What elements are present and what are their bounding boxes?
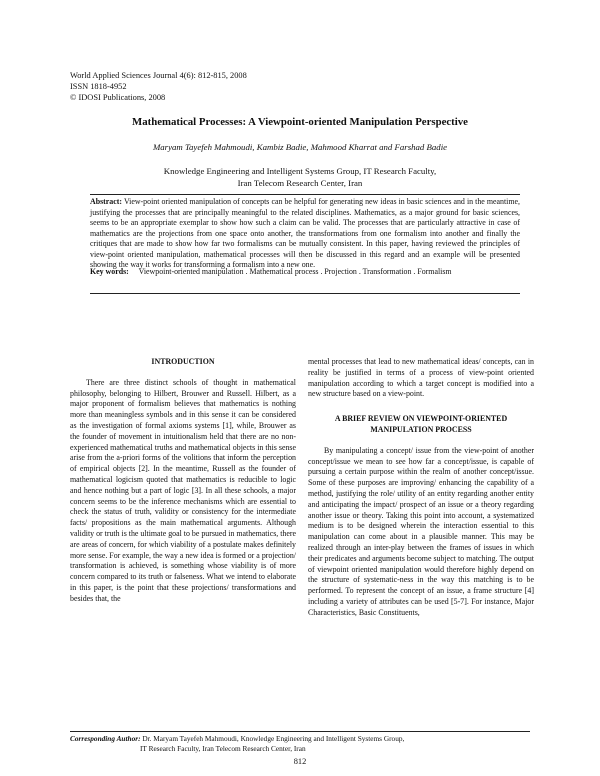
- footer-rule: [70, 731, 530, 732]
- introduction-heading: INTRODUCTION: [151, 357, 215, 366]
- journal-copyright: © IDOSI Publications, 2008: [70, 93, 166, 102]
- left-column: [70, 357, 296, 605]
- affiliation: [0, 165, 600, 189]
- journal-citation: World Applied Sciences Journal 4(6): 812-815, 2008: [70, 71, 247, 80]
- corresponding-author-line-1: Dr. Maryam Tayefeh Mahmoudi, Knowledge Engineering and Intelligent Systems Group,: [142, 734, 405, 743]
- keywords-bottom-rule: [90, 293, 520, 294]
- page-number: 812: [293, 757, 307, 766]
- abstract: [90, 197, 520, 271]
- keywords: [90, 267, 520, 278]
- introduction-continuation: mental processes that lead to new mathematical ideas/ concepts, can in reality be justified in terms of a process of view-point oriented manipulation according to which a target concept is modified into a new structure based on a view-point.: [308, 357, 534, 399]
- journal-info: [70, 70, 247, 103]
- abstract-label: Abstract:: [90, 197, 122, 206]
- introduction-paragraph: There are three distinct schools of thought in mathematical philosophy, belonging to Hilbert, Brouwer and Russell. Hilbert, as a major proponent of formalism believes that mathematics is nothing more than meaningless symbols and in this sense it can be considered as the investigation of formal axioms systems [1], while, Brouwer as the founder of movement in intuitionalism held that there are no non-experienced mathematical truths and mathematical objects in this sense arise from the a-priori forms of the volitions that inform the perception of empirical objects [2]. In the meantime, Russell as the founder of mathematical logicism quoted that mathematics is reducible to logic and hence nothing but a part of logic [3]. In all these schools, a major concern seems to be the inference mechanisms which are essential to check the status of truth, validity or consistency for the intermediate facts/ propositions as the main mathematical arguments. Although validity or truth is the ultimate goal to be pursued in mathematics, there are areas of concern, for which viability of a postulate makes definitely more sense. For example, the way a new idea is formed or a projection/ transformation is achieved, is something whose viability is of more concern compared to its truth or falseness. What we intend to elaborate in this paper, is the point that these projections/ transformations and besides that, the: [70, 377, 296, 603]
- paper-authors: Maryam Tayefeh Mahmoudi, Kambiz Badie, Mahmood Kharrat and Farshad Badie: [152, 142, 448, 152]
- corresponding-author: [70, 734, 530, 753]
- abstract-top-rule: [90, 194, 520, 195]
- review-heading-line-1: A BRIEF REVIEW ON VIEWPOINT-ORIENTED: [334, 414, 508, 424]
- paper-title: Mathematical Processes: A Viewpoint-oriented Manipulation Perspective: [132, 116, 468, 128]
- keywords-label: Key words:: [90, 267, 129, 276]
- review-paragraph: By manipulating a concept/ issue from the view-point of another concept/issue we mean to see how far a concept/issue, is capable of pursuing a certain purpose within the realm of another concept/issue. Some of these purposes are improving/ enhancing the capability of a method, justifying the role/ utility of an entity regarding another entity and anticipating the impact/ prospect of an issue or a theory regarding another issue or theory. Taking this point into account, a systematized medium is to be designed wherein the interaction essential to this manipulation can come about in a plausible manner. This may be realized through an inter-play between the frames of issues in which their predicates and arguments become subject to matching. The output of viewpoint oriented manipulation would therefore highly depend on the structure of systematic-ness in the way this matching is to be performed. To represent the concept of an issue, a frame structure [4] including a variety of attributes can be used [5-7]. For instance, Major Characteristics, Basic Constituents,: [308, 445, 534, 617]
- review-heading-line-2: MANIPULATION PROCESS: [370, 424, 472, 434]
- abstract-text: View-point oriented manipulation of concepts can be helpful for generating new ideas in basic sciences and in the meantime, justifying the processes that are principally meaningful to the related disciplines. Mathematics, as a major ground for basic sciences, seems to be an appropriate exemplar to show how such a claim can be valid. The processes that are particularly attractive in case of mathematics are the projections from one space onto another, the transformations from one formalism into another and finally the critiques that are made to show how far two formalisms can be mutually consistent. In this paper, having reviewed the principles of view-point oriented manipulation, mathematical processes will then be discussed in this regard and an example will be presented showing the way it works for transforming a formalism into a new one.: [90, 197, 520, 269]
- corresponding-author-label: Corresponding Author:: [70, 734, 141, 743]
- affiliation-line-1: Knowledge Engineering and Intelligent Systems Group, IT Research Faculty,: [163, 166, 437, 176]
- right-column: [308, 357, 534, 619]
- affiliation-line-2: Iran Telecom Research Center, Iran: [237, 178, 363, 188]
- keywords-text: Viewpoint-oriented manipulation . Mathematical process . Projection . Transformation . Formalism: [138, 267, 452, 276]
- corresponding-author-line-2: IT Research Faculty, Iran Telecom Research Center, Iran: [140, 743, 306, 753]
- journal-issn: ISSN 1818-4952: [70, 82, 127, 91]
